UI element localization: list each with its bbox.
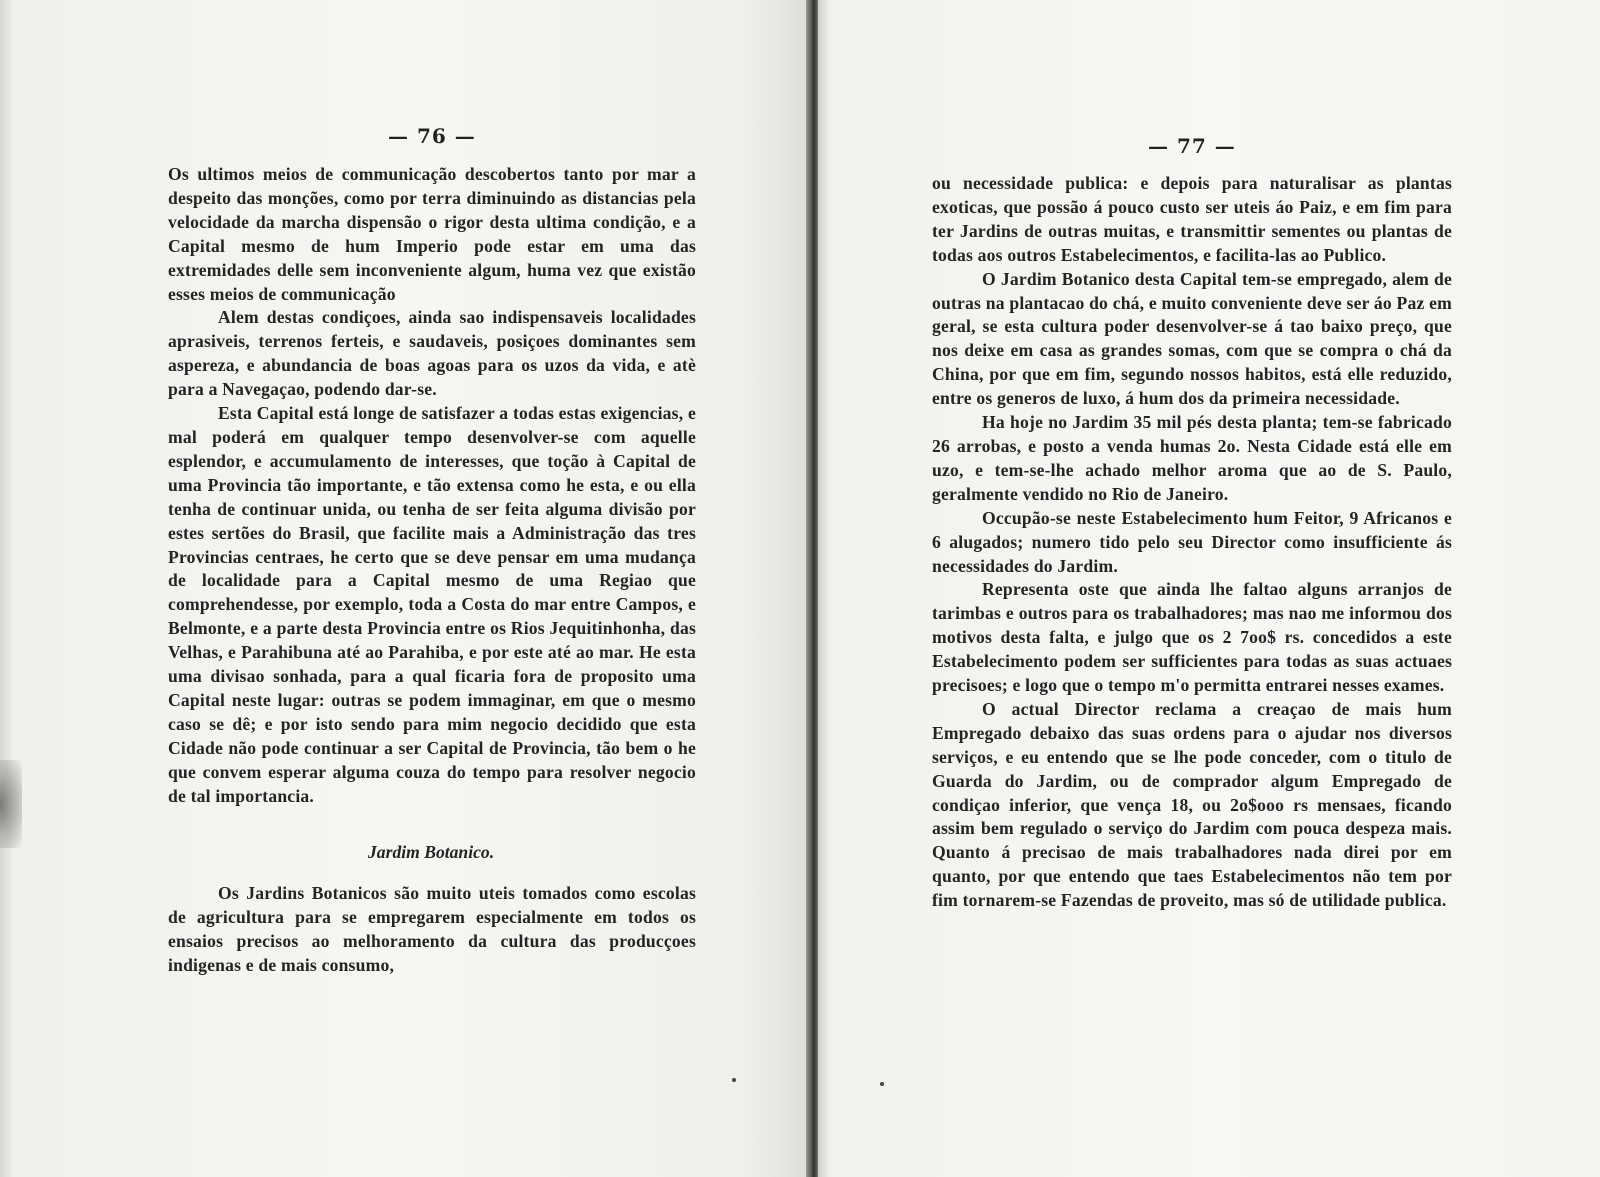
paragraph: Os ultimos meios de communicação descobertos tanto por mar a despeito das monções, como por terra diminuindo as distancias pela velocidade da marcha dispensão o rigor desta ultima condição, e a Capital mesmo de hum Imperio pode estar em uma das extremidades delle sem inconveniente algum, huma vez que existão esses meios de communicação [168, 164, 696, 304]
paragraph: Occupão-se neste Estabelecimento hum Feitor, 9 Africanos e 6 alugados; numero tido pelo seu Director como insufficiente ás necessidades do Jardim. [932, 507, 1452, 576]
page-edge-stain [0, 760, 22, 848]
page-number-77: — 77 — [1148, 134, 1236, 158]
paragraph: Ha hoje no Jardim 35 mil pés desta planta; tem-se fabricado 26 arrobas, e posto a venda humas 2o. Nesta Cidade está elle em uzo, e tem-se-lhe achado melhor aroma que ao de S. Paulo, geralmente vendido no Rio de Janeiro. [932, 412, 1452, 504]
right-page-body [932, 172, 1452, 913]
section-title: Jardim Botanico. [368, 842, 495, 862]
right-page [818, 0, 1600, 1177]
paragraph: O actual Director reclama a creaçao de mais hum Empregado debaixo das suas ordens para o ajudar nos diversos serviços, e eu entendo que se lhe pode conceder, com o titulo de Guarda do Jardim, ou de comprador algum Empregado de condiçao inferior, que vença 18, ou 2o$ooo rs mensaes, ficando assim bem regulado o serviço do Jardim com pouca despeza mais. Quanto á precisao de mais trabalhadores nada direi por em quanto, por que entendo que taes Estabelecimentos não tem por fim tornarem-se Fazendas de proveito, mas só de utilidade publica. [932, 698, 1452, 911]
ink-speck [880, 1082, 884, 1086]
page-number-76: — 76 — [388, 124, 476, 148]
paragraph: Esta Capital está longe de satisfazer a todas estas exigencias, e mal poderá em qualquer tempo desenvolver-se com aquelle esplendor, e accumulamento de interesses, que toção à Capital de uma Provincia tão importante, e tão extensa como he esta, e ou ella tenha de continuar unida, ou tenha de ser feita alguma divisão por estes sertões do Brasil, que facilite mais a Administração das tres Provincias centraes, he certo que se deve pensar em uma mudança de localidade para a Capital mesmo de uma Regiao que comprehendesse, por exemplo, toda a Costa do mar entre Campos, e Belmonte, e a parte desta Provincia entre os Rios Jequitinhonha, das Velhas, e Parahibuna até ao Parahiba, e por este até ao mar. He esta uma divisao sonhada, para a qual ficaria fora de proposito uma Capital neste lugar: outras se podem immaginar, em que o mesmo caso se dê; e por isto sendo para mim negocio decidido que esta Cidade não pode continuar a ser Capital de Provincia, tão bem o he que convem esperar alguma couza do tempo para resolver negocio de tal importancia. [168, 403, 696, 806]
paragraph: Representa oste que ainda lhe faltao alguns arranjos de tarimbas e outros para os trabalhadores; mas nao me informou dos motivos desta falta, e julgo que os 2 7oo$ rs. concedidos a este Estabelecimento podem ser sufficientes para todas as suas actuaes precisoes; e logo que o tempo m'o permitta entrarei nesses exames. [932, 579, 1452, 696]
paragraph: O Jardim Botanico desta Capital tem-se empregado, alem de outras na plantacao do chá, e muito conveniente deve ser áo Paz em geral, se esta cultura poder desenvolver-se á tao baixo preço, que nos deixe em casa as grandes somas, com que se compra o chá da China, por que em fim, segundo nossos habitos, está elle reduzido, entre os generos de luxo, á hum dos da primeira necessidade. [932, 268, 1452, 409]
section-body [168, 882, 696, 978]
ink-speck [732, 1078, 736, 1082]
left-page-body [168, 163, 696, 808]
paragraph: Alem destas condiçoes, ainda sao indispensaveis localidades aprasiveis, terrenos ferteis, e saudaveis, posiçoes dominantes sem aspereza, e abundancia de boas agoas para os uzos da vida, e atè para a Navegaçao, podendo dar-se. [168, 307, 696, 400]
paragraph: ou necessidade publica: e depois para naturalisar as plantas exoticas, que possão á pouco custo ser uteis áo Paiz, e em fim para ter Jardins de outras muitas, e transmittir sementes ou plantas de todas aos outros Estabelecimentos, e facilita-las ao Publico. [932, 173, 1452, 265]
paragraph: Os Jardins Botanicos são muito uteis tomados como escolas de agricultura para se empregarem especialmente em todos os ensaios precisos ao melhoramento da cultura das producçoes indigenas e de mais consumo, [168, 883, 696, 975]
